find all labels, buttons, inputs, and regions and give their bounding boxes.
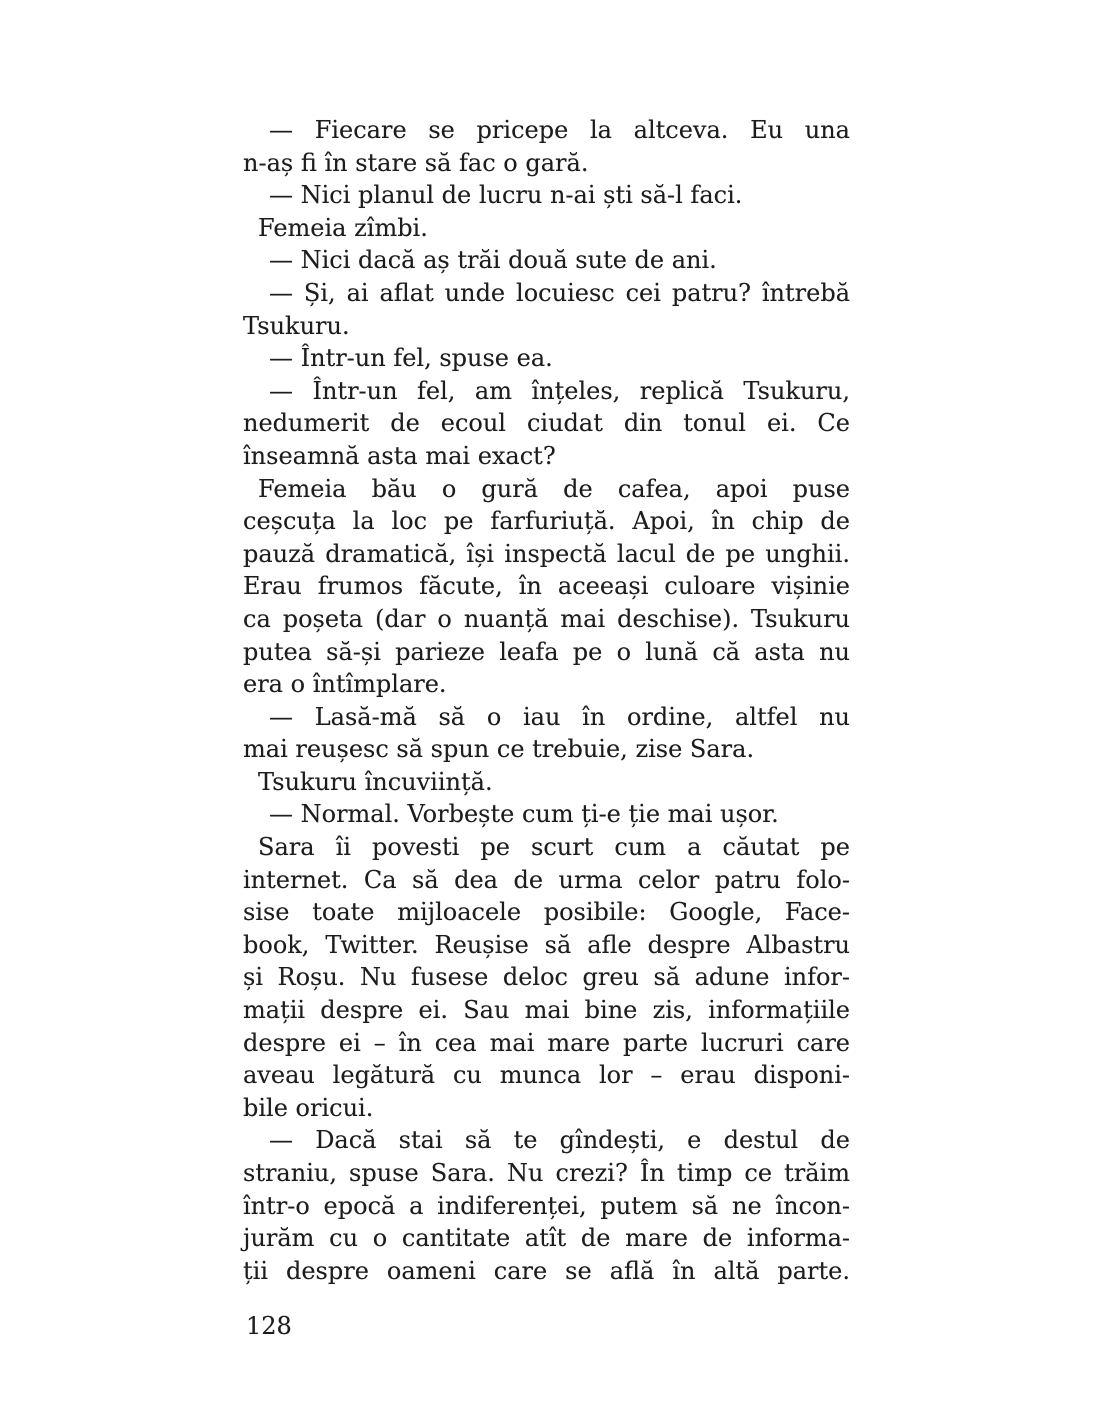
text-line: mații despre ei. Sau mai bine zis, informațiile xyxy=(243,996,850,1025)
text-line: — Nici planul de lucru n-ai ști să-l faci. xyxy=(269,181,743,210)
text-line: — Într-un fel, am înțeles, replică Tsukuru, xyxy=(269,376,850,405)
text-line: Tsukuru încuviință. xyxy=(258,767,493,796)
text-line: Tsukuru. xyxy=(243,311,350,340)
text-line: mai reușesc să spun ce trebuie, zise Sara. xyxy=(243,735,755,764)
text-line: putea să-și parieze leafa pe o lună că asta nu xyxy=(243,637,850,666)
text-line: pauză dramatică, își inspectă lacul de pe unghii. xyxy=(243,539,850,568)
text-line: ca poșeta (dar o nuanță mai deschise). Tsukuru xyxy=(243,604,850,633)
text-line: — Nici dacă aș trăi două sute de ani. xyxy=(269,246,717,275)
text-line: — Dacă stai să te gîndești, e destul de xyxy=(269,1126,850,1155)
text-line: ceșcuța la loc pe farfuriuță. Apoi, în chip de xyxy=(243,507,850,536)
text-line: — Lasă-mă să o iau în ordine, altfel nu xyxy=(269,702,850,731)
text-line: jurăm cu o cantitate atît de mare de informa- xyxy=(243,1224,850,1253)
text-line: bile oricui. xyxy=(243,1093,374,1122)
text-line: — Fiecare se pricepe la altceva. Eu una xyxy=(269,116,850,144)
text-line: — Normal. Vorbește cum ți-e ție mai ușor. xyxy=(269,800,779,829)
text-line: era o întîmplare. xyxy=(243,670,447,699)
text-line: — Într-un fel, spuse ea. xyxy=(269,344,553,373)
page-number: 128 xyxy=(246,1312,292,1340)
text-line: n-aș fi în stare să fac o gară. xyxy=(243,148,589,177)
text-line: straniu, spuse Sara. Nu crezi? În timp ce trăim xyxy=(243,1159,850,1187)
text-line: sise toate mijloacele posibile: Google, Face- xyxy=(243,898,850,927)
text-line: într-o epocă a indiferenței, putem să ne încon- xyxy=(243,1191,850,1220)
page-text xyxy=(243,114,850,1287)
text-line: și Roșu. Nu fusese deloc greu să adune infor- xyxy=(243,963,850,992)
text-line: nedumerit de ecoul ciudat din tonul ei. Ce xyxy=(243,409,850,438)
text-line: aveau legătură cu munca lor – erau disponi- xyxy=(243,1061,850,1090)
text-line: despre ei – în cea mai mare parte lucruri care xyxy=(243,1028,850,1057)
text-line: Femeia zîmbi. xyxy=(258,213,428,242)
text-line: Femeia bău o gură de cafea, apoi puse xyxy=(258,474,850,503)
text-line: — Și, ai aflat unde locuiesc cei patru? întrebă xyxy=(269,278,850,307)
text-line: înseamnă asta mai exact? xyxy=(243,441,556,470)
text-line: book, Twitter. Reușise să afle despre Albastru xyxy=(243,930,850,959)
text-line: Sara îi povesti pe scurt cum a căutat pe xyxy=(258,833,850,862)
text-line: internet. Ca să dea de urma celor patru folo- xyxy=(243,865,850,894)
text-line: Erau frumos făcute, în aceeași culoare vișinie xyxy=(243,572,850,601)
text-line: ții despre oameni care se află în altă parte. xyxy=(243,1256,850,1285)
